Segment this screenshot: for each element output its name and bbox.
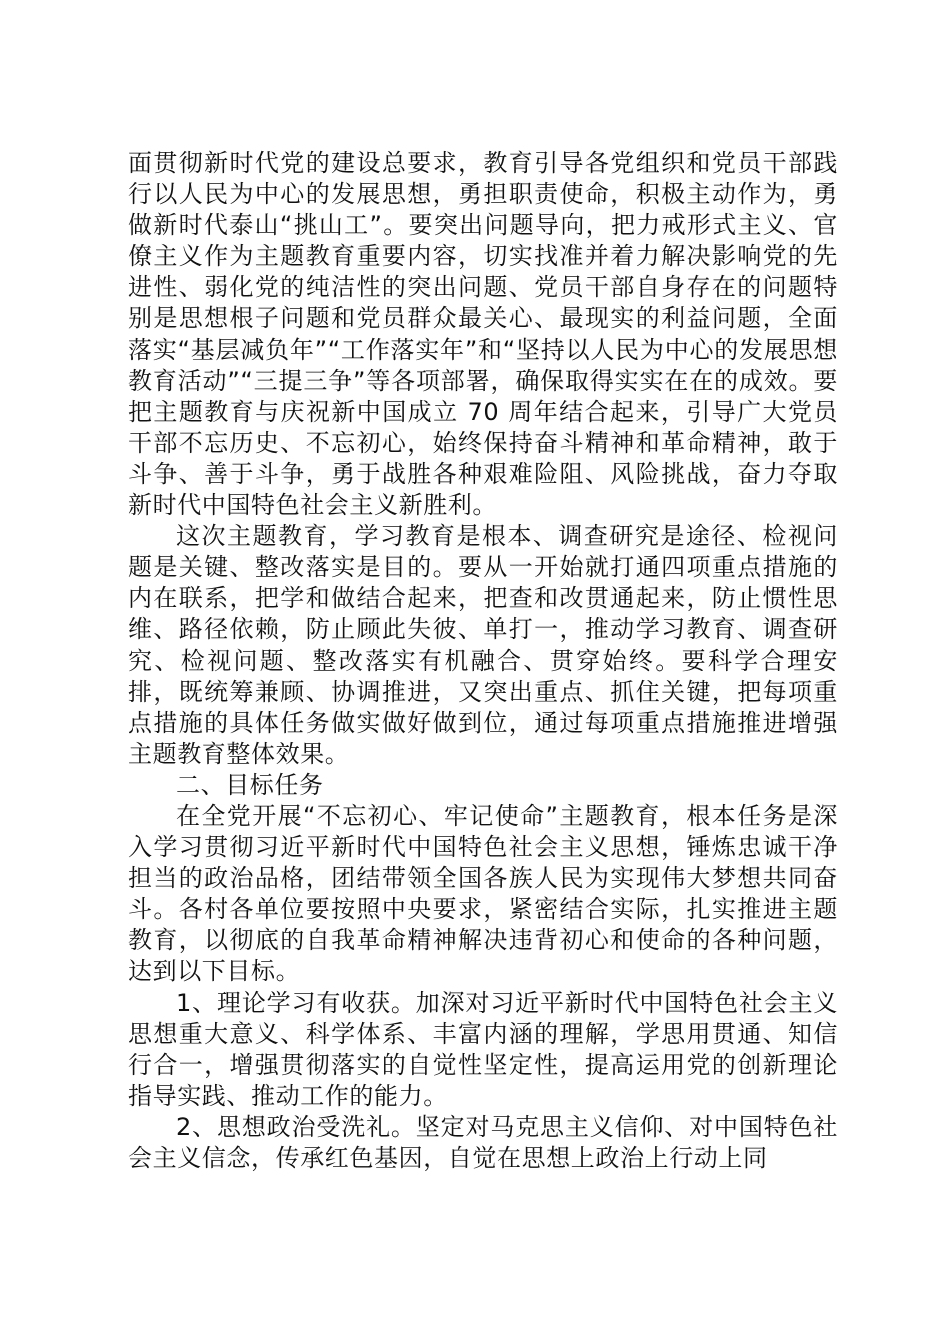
document-page (128, 148, 838, 1174)
paragraph-continuation: 面贯彻新时代党的建设总要求，教育引导各党组织和党员干部践行以人民为中心的发展思想，勇担职责使命，积极主动作为，勇做新时代泰山“挑山工”。要突出问题导向，把力戒形式主义、官僚主义作为主题教育重要内容，切实找准并着力解决影响党的先进性、弱化党的纯洁性的突出问题、党员干部自身存在的问题特别是思想根子问题和党员群众最关心、最现实的利益问题，全面落实“基层减负年”“工作落实年”和“坚持以人民为中心的发展思想教育活动”“三提三争”等各项部署，确保取得实实在在的成效。要把主题教育与庆祝新中国成立 70 周年结合起来，引导广大党员干部不忘历史、不忘初心，始终保持奋斗精神和革命精神，敢于斗争、善于斗争，勇于战胜各种艰难险阻、风险挑战，奋力夺取新时代中国特色社会主义新胜利。 (128, 149, 838, 520)
paragraph-key-measures: 这次主题教育，学习教育是根本、调查研究是途径、检视问题是关键、整改落实是目的。要从一开始就打通四项重点措施的内在联系，把学和做结合起来，把查和改贯通起来，防止惯性思维、路径依赖，防止顾此失彼、单打一，推动学习教育、调查研究、检视问题、整改落实有机融合、贯穿始终。要科学合理安排，既统筹兼顾、协调推进，又突出重点、抓住关键，把每项重点措施的具体任务做实做好做到位，通过每项重点措施推进增强主题教育整体效果。 (128, 522, 838, 768)
paragraph-goal-2: 2、思想政治受洗礼。坚定对马克思主义信仰、对中国特色社会主义信念，传承红色基因，自觉在思想上政治上行动上同 (128, 1112, 838, 1172)
section-heading-goals: 二、目标任务 (176, 770, 324, 799)
paragraph-fundamental-task: 在全党开展“不忘初心、牢记使命”主题教育，根本任务是深入学习贯彻习近平新时代中国特色社会主义思想，锤炼忠诚干净担当的政治品格，团结带领全国各族人民为实现伟大梦想共同奋斗。各村各单位要按照中央要求，紧密结合实际，扎实推进主题教育，以彻底的自我革命精神解决违背初心和使命的各种问题，达到以下目标。 (128, 801, 838, 986)
paragraph-goal-1: 1、理论学习有收获。加深对习近平新时代中国特色社会主义思想重大意义、科学体系、丰富内涵的理解，学思用贯通、知信行合一，增强贯彻落实的自觉性坚定性，提高运用党的创新理论指导实践、推动工作的能力。 (128, 988, 838, 1110)
